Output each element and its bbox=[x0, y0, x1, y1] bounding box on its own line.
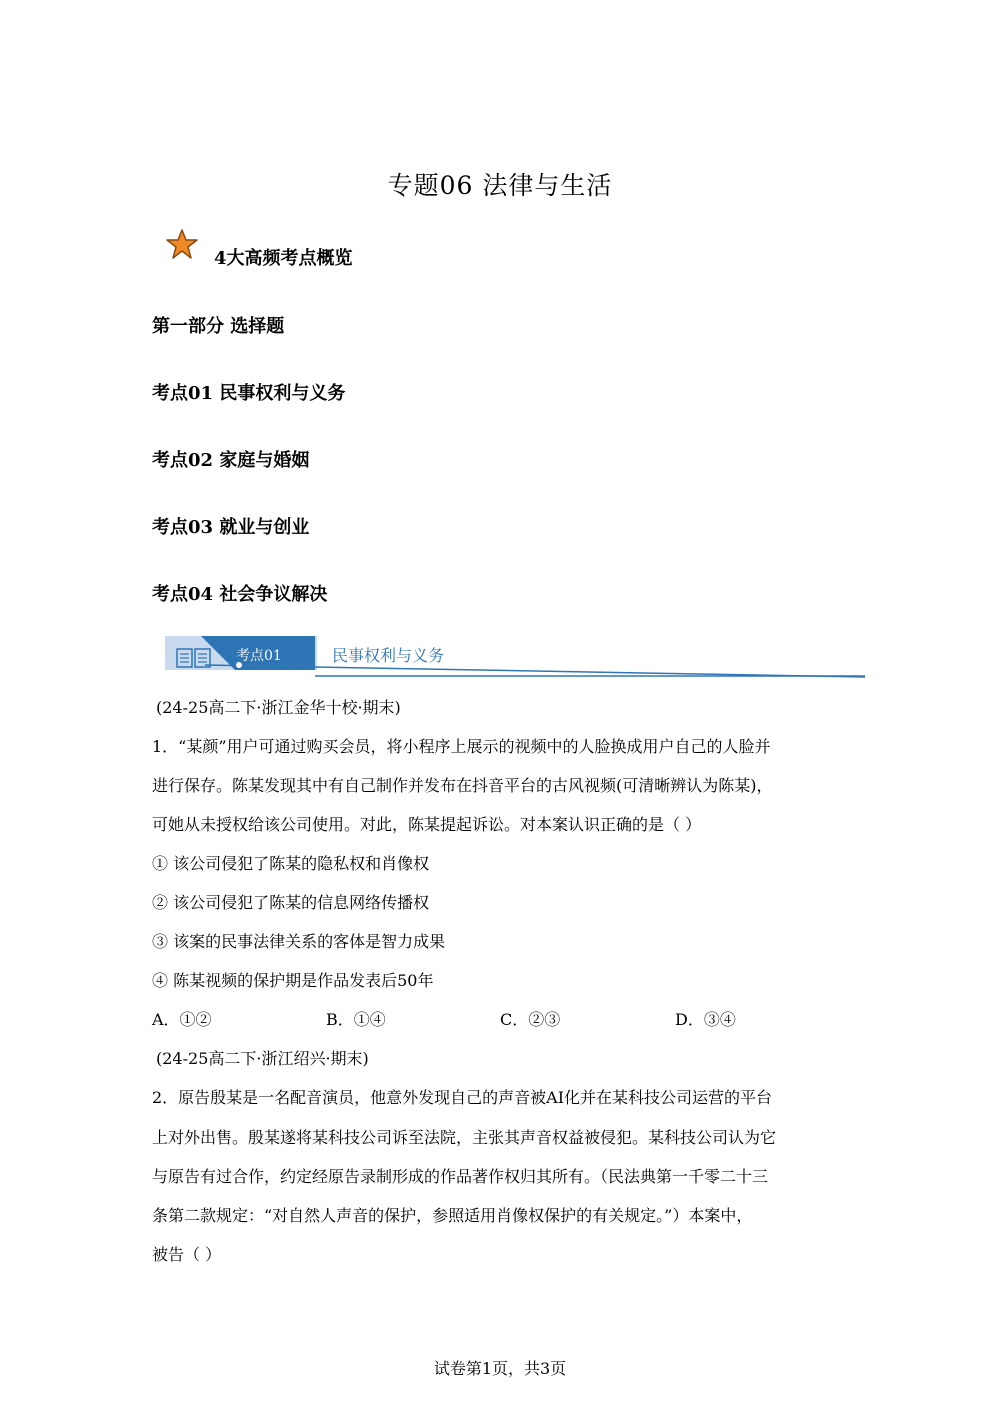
question-1-stem-line-1: 1．“某颜”用户可通过购买会员，将小程序上展示的视频中的人脸换成用户自己的人脸并 bbox=[152, 737, 771, 756]
banner-title: 民事权利与义务 bbox=[332, 646, 445, 665]
outline-part-heading: 第一部分 选择题 bbox=[152, 316, 285, 337]
banner-label: 考点01 bbox=[236, 648, 282, 664]
question-2-stem-line-2: 上对外出售。殷某遂将某科技公司诉至法院，主张其声音权益被侵犯。某科技公司认为它 bbox=[152, 1128, 777, 1147]
question-1-statement-1: ① 该公司侵犯了陈某的隐私权和肖像权 bbox=[152, 854, 430, 873]
page-footer: 试卷第1页，共3页 bbox=[433, 1359, 567, 1378]
question-1-option-a[interactable]: A．①② bbox=[152, 1010, 212, 1029]
question-2-stem-line-5: 被告（ ） bbox=[152, 1245, 222, 1264]
overview-heading: 4大高频考点概览 bbox=[214, 248, 353, 269]
question-1-option-d[interactable]: D．③④ bbox=[675, 1010, 736, 1029]
book-icon bbox=[176, 648, 212, 672]
question-1-statement-3: ③ 该案的民事法律关系的客体是智力成果 bbox=[152, 932, 446, 951]
outline-topic-01: 考点01 民事权利与义务 bbox=[152, 383, 346, 404]
question-2-stem-line-4: 条第二款规定：“对自然人声音的保护，参照适用肖像权保护的有关规定。”）本案中， bbox=[152, 1206, 753, 1225]
question-1-option-b[interactable]: B．①④ bbox=[326, 1010, 386, 1029]
question-1-statement-2: ② 该公司侵犯了陈某的信息网络传播权 bbox=[152, 893, 430, 912]
document-title: 专题06 法律与生活 bbox=[387, 171, 613, 200]
star-icon bbox=[166, 228, 198, 260]
question-1-stem-line-2: 进行保存。陈某发现其中有自己制作并发布在抖音平台的古风视频(可清晰辨认为陈某)， bbox=[152, 776, 773, 795]
question-1-option-c[interactable]: C．②③ bbox=[500, 1010, 561, 1029]
outline-topic-04: 考点04 社会争议解决 bbox=[152, 584, 328, 605]
question-1-statement-4: ④ 陈某视频的保护期是作品发表后50年 bbox=[152, 971, 434, 990]
outline-topic-02: 考点02 家庭与婚姻 bbox=[152, 450, 310, 471]
question-1-source: (24-25高二下·浙江金华十校·期末) bbox=[156, 698, 401, 717]
outline-topic-03: 考点03 就业与创业 bbox=[152, 517, 310, 538]
question-1-stem-line-3: 可她从未授权给该公司使用。对此，陈某提起诉讼。对本案认识正确的是（ ） bbox=[152, 815, 702, 834]
question-2-source: (24-25高二下·浙江绍兴·期末) bbox=[156, 1049, 369, 1068]
question-2-stem-line-3: 与原告有过合作，约定经原告录制形成的作品著作权归其所有。（民法典第一千零二十三 bbox=[152, 1167, 769, 1186]
question-2-stem-line-1: 2．原告殷某是一名配音演员，他意外发现自己的声音被AI化并在某科技公司运营的平台 bbox=[152, 1088, 773, 1107]
